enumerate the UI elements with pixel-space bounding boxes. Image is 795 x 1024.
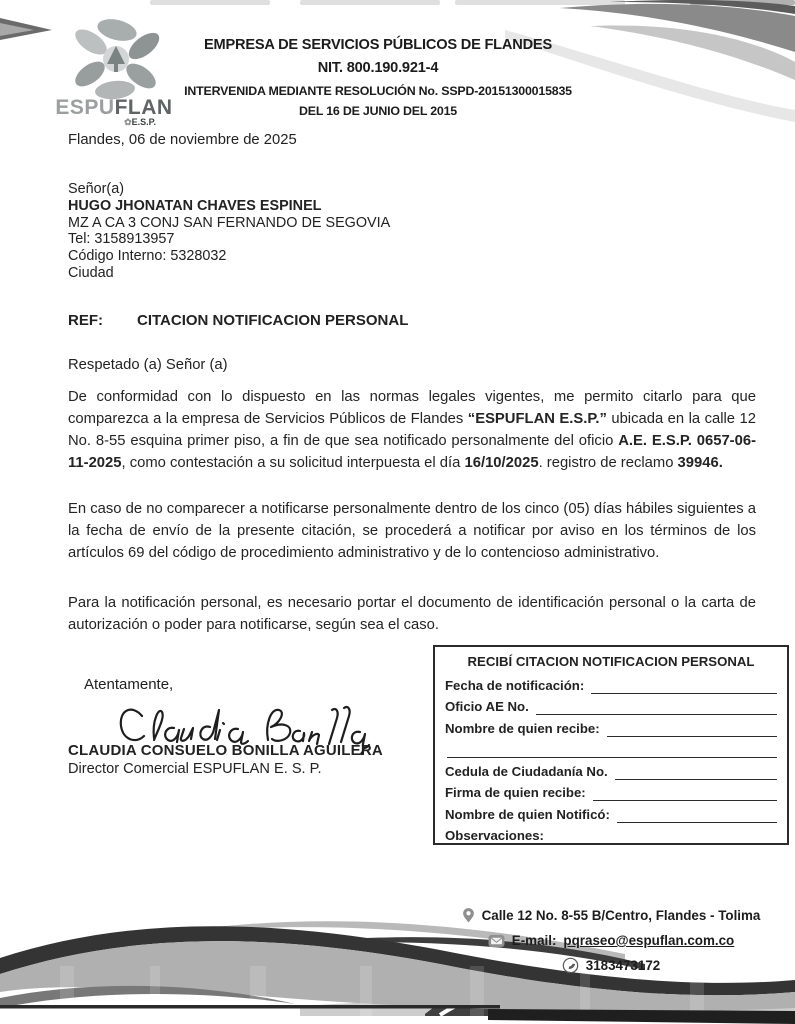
fill-in-line <box>591 678 777 694</box>
footer-email-row <box>432 928 790 953</box>
footer-contact-block <box>432 903 790 978</box>
field-label: Nombre de quien recibe: <box>445 720 600 736</box>
espuflan-logo <box>52 8 174 128</box>
email-link[interactable]: pqraseo@espuflan.com.co <box>563 933 735 948</box>
receipt-field-oficio <box>445 694 777 716</box>
receipt-field-fecha <box>445 672 777 694</box>
signer-title: Director Comercial ESPUFLAN E. S. P. <box>68 761 322 777</box>
recipient-city: Ciudad <box>68 264 114 281</box>
body-paragraph-1 <box>68 386 756 474</box>
receipt-field-cedula <box>445 758 777 780</box>
recipient-address: MZ A CA 3 CONJ SAN FERNANDO DE SEGOVIA <box>68 214 391 231</box>
recipient-name: HUGO JHONATAN CHAVES ESPINEL <box>68 197 322 214</box>
p1-oficio-bold: A.E. E.S.P. 0657-06-11-2025 <box>68 433 757 471</box>
logo-esp-suffix: ✿E.S.P. <box>124 117 156 127</box>
recipient-internal-code: Código Interno: 5328032 <box>68 248 227 265</box>
body-paragraph-3: Para la notificación personal, es necesario portar el documento de identificación personal o la carta de autorización o poder para notificarse, según sea el caso. <box>68 595 756 633</box>
handwritten-signature <box>116 702 372 756</box>
field-label: Cedula de Ciudadanía No. <box>445 763 608 779</box>
p1-company-bold: “ESPUFLAN E.S.P.” <box>467 411 607 427</box>
phone-icon <box>562 957 579 974</box>
field-label: Fecha de notificación: <box>445 677 585 693</box>
leaf-ball-icon <box>70 14 166 102</box>
logo-wordmark: ESPUFLAN <box>55 96 173 119</box>
p1-text: , como contestación a su solicitud interpuesta el día <box>121 455 465 471</box>
body-paragraph-2: En caso de no comparecer a notificarse personalmente dentro de los cinco (05) días hábiles siguientes a la fecha de envío de la presente citación, se procederá a notificar por aviso en los términos de los artículos 69 del código de procedimiento administrativo y de lo contencioso administrativo. <box>68 501 756 561</box>
receipt-field-firma <box>445 780 777 802</box>
receipt-field-nombre-notifico <box>445 801 777 823</box>
fill-in-line <box>536 699 777 715</box>
p1-text: De conformidad con lo dispuesto en las normas legales vigentes, me permito citarlo para que comparezca a la empresa de Servicios Públicos de Flandes <box>68 389 756 427</box>
footer-address-row <box>432 903 790 928</box>
letterhead <box>178 36 578 119</box>
intervention-date: DEL 16 DE JUNIO DEL 2015 <box>299 104 457 118</box>
intervention-resolution: INTERVENIDA MEDIANTE RESOLUCIÓN No. SSPD-20151300015835 <box>184 84 572 98</box>
recipient-block <box>68 181 390 282</box>
p1-date-bold: 16/10/2025 <box>464 455 539 471</box>
corner-wedge-decoration <box>0 14 56 44</box>
footer-phone: 3183473172 <box>585 958 661 973</box>
receipt-box <box>433 645 789 845</box>
fill-in-line <box>615 764 777 780</box>
p1-text: ubicada en la calle 12 No. 8-55 esquina primer piso, a fin de que sea notificado personalmente del oficio <box>68 411 756 449</box>
fill-in-line <box>447 742 777 758</box>
footer-phone-row <box>432 953 790 978</box>
footer-address: Calle 12 No. 8-55 B/Centro, Flandes - Tolima <box>481 908 761 923</box>
receipt-field-nombre-recibe <box>445 715 777 737</box>
field-label: Oficio AE No. <box>445 699 529 714</box>
footer-email-label: E-mail: <box>511 933 557 948</box>
scan-smudge <box>300 0 440 5</box>
reference-subject: CITACION NOTIFICACION PERSONAL <box>137 312 409 329</box>
receipt-field-continuation <box>445 737 777 759</box>
field-label: Nombre de quien Notificó: <box>445 806 610 822</box>
date-line: Flandes, 06 de noviembre de 2025 <box>68 132 297 148</box>
company-name: EMPRESA DE SERVICIOS PÚBLICOS DE FLANDES <box>204 37 552 53</box>
recipient-salutation: Señor(a) <box>68 181 124 197</box>
field-label: Firma de quien recibe: <box>445 785 586 800</box>
fill-in-line <box>551 828 777 844</box>
greeting: Respetado (a) Señor (a) <box>68 357 228 373</box>
location-pin-icon <box>462 907 475 924</box>
p1-claim-number-bold: 39946. <box>677 455 723 471</box>
scan-smudge <box>150 0 270 5</box>
p1-text: . registro de reclamo <box>538 455 678 471</box>
receipt-box-title: RECIBÍ CITACION NOTIFICACION PERSONAL <box>467 654 755 669</box>
fill-in-line <box>617 807 777 823</box>
fill-in-line <box>607 721 777 737</box>
reference-label: REF: <box>68 312 103 329</box>
receipt-field-observaciones <box>445 823 777 845</box>
recipient-phone: Tel: 3158913957 <box>68 231 175 248</box>
field-label: Observaciones: <box>445 828 544 843</box>
envelope-icon <box>488 934 505 948</box>
reference-line <box>68 312 408 329</box>
signer-name: CLAUDIA CONSUELO BONILLA AGUILERA <box>68 742 383 759</box>
company-nit: NIT. 800.190.921-4 <box>317 60 439 76</box>
closing: Atentamente, <box>84 676 174 693</box>
fill-in-line <box>593 785 777 801</box>
